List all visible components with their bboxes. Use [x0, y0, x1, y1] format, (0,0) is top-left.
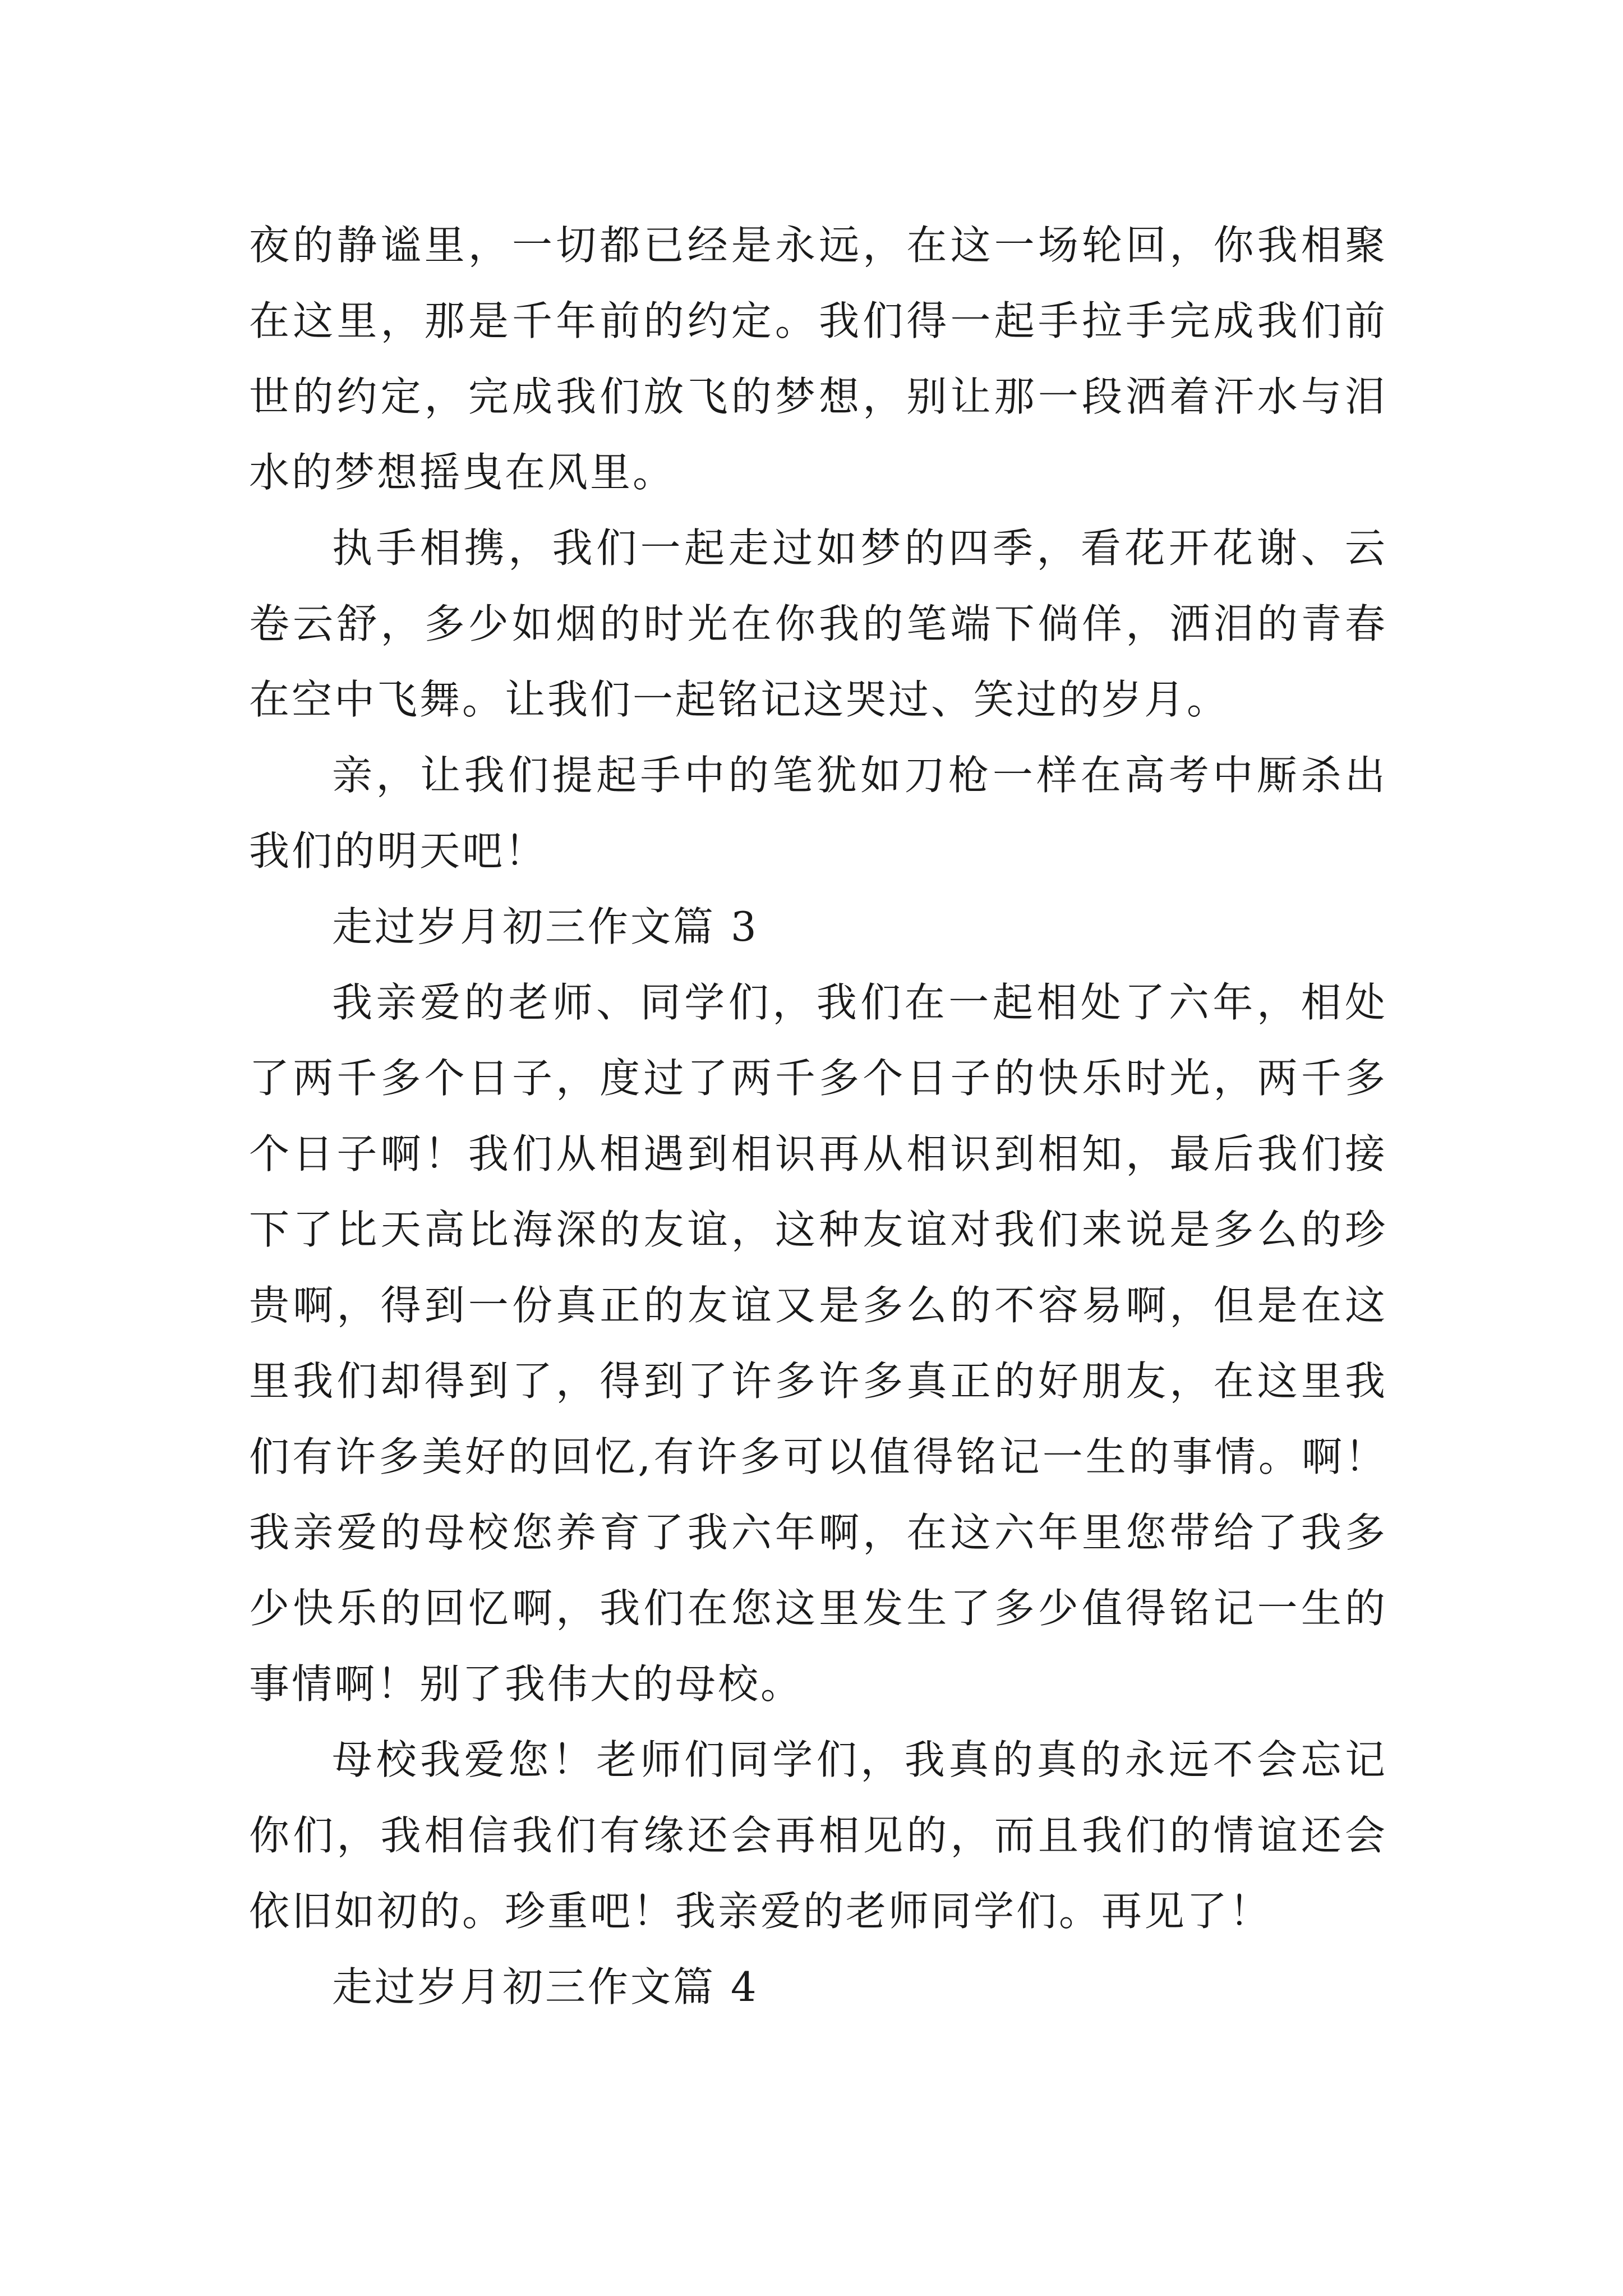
- paragraph-1: 夜的静谧里，一切都已经是永远，在这一场轮回，你我相聚在这里，那是千年前的约定。我们得一起手拉手完成我们前世的约定，完成我们放飞的梦想，别让那一段洒着汗水与泪水的梦想摇曳在风里。: [249, 222, 1387, 496]
- paragraph-4: 我亲爱的老师、同学们，我们在一起相处了六年，相处了两千多个日子，度过了两千多个日子的快乐时光，两千多个日子啊！我们从相遇到相识再从相识到相知，最后我们接下了比天高比海深的友谊，这种友谊对我们来说是多么的珍贵啊，得到一份真正的友谊又是多么的不容易啊，但是在这里我们却得到了，得到了许多许多真正的好朋友，在这里我们有许多美好的回忆,有许多可以值得铭记一生的事情。啊！我亲爱的母校您养育了我六年啊，在这六年里您带给了我多少快乐的回忆啊，我们在您这里发生了多少值得铭记一生的事情啊！别了我伟大的母校。: [249, 979, 1387, 1708]
- document-body: [249, 208, 1387, 2025]
- paragraph-2: 执手相携，我们一起走过如梦的四季，看花开花谢、云卷云舒，多少如烟的时光在你我的笔端下倘佯，洒泪的青春在空中飞舞。让我们一起铭记这哭过、笑过的岁月。: [249, 524, 1387, 723]
- paragraph-3: 亲，让我们提起手中的笔犹如刀枪一样在高考中厮杀出我们的明天吧！: [249, 752, 1387, 875]
- section-heading-3: 走过岁月初三作文篇 3: [332, 903, 759, 950]
- paragraph-5: 母校我爱您！老师们同学们，我真的真的永远不会忘记你们，我相信我们有缘还会再相见的，而且我们的情谊还会依旧如初的。珍重吧！我亲爱的老师同学们。再见了！: [249, 1736, 1387, 1935]
- section-heading-4: 走过岁月初三作文篇 4: [332, 1963, 759, 2010]
